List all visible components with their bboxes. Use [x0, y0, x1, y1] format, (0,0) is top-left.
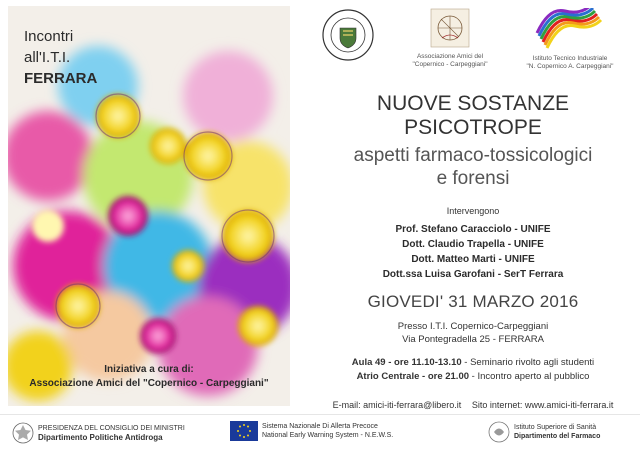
footer-news [230, 421, 393, 441]
schedule-item [318, 356, 628, 370]
event-subtitle-line2: e forensi [436, 168, 510, 189]
iti-caption-1: Istituto Tecnico Industriale [532, 55, 608, 62]
event-subtitle [318, 144, 628, 190]
speaker-item: Prof. Stefano Caracciolo - UNIFE [395, 224, 551, 235]
schedule-desc: - Seminario rivolto agli studenti [461, 357, 595, 368]
event-title-line1: NUOVE SOSTANZE [376, 92, 570, 115]
event-title [318, 92, 628, 140]
art-title [24, 26, 97, 89]
footer-dpa-line1: PRESIDENZA DEL CONSIGLIO DEI MINISTRI [38, 425, 185, 432]
unife-logo [318, 8, 378, 65]
contact-website[interactable]: Sito internet: www.amici-iti-ferrara.it [471, 400, 614, 410]
art-title-line1: Incontri [24, 28, 74, 45]
footer-sponsors [0, 414, 640, 453]
footer-iss-line1: Istituto Superiore di Sanità [514, 424, 597, 431]
venue-line2: Via Pontegradella 25 - FERRARA [402, 334, 544, 345]
schedule-desc: - Incontro aperto al pubblico [469, 371, 590, 382]
assoc-caption-2: "Copernico - Carpeggiani" [412, 61, 488, 68]
event-title-line2: PSICOTROPE [404, 116, 542, 139]
eu-flag-icon [230, 421, 258, 441]
association-logo [410, 8, 490, 69]
assoc-caption-1: Associazione Amici del [416, 53, 484, 60]
schedule-place: Aula 49 - ore 11.10-13.10 [351, 357, 462, 368]
event-venue [318, 320, 628, 346]
footer-iss [488, 421, 600, 443]
iti-caption-2: "N. Copernico A. Carpeggiani" [526, 63, 614, 70]
speakers-heading: Intervengono [446, 206, 500, 216]
footer-news-line1: Sistema Nazionale Di Allerta Precoce [262, 423, 378, 430]
footer-dpa-line2: Dipartimento Politiche Antidroga [38, 433, 163, 442]
astrolabe-drawing-icon [430, 8, 470, 48]
venue-line1: Presso I.T.I. Copernico-Carpeggiani [397, 321, 549, 332]
event-schedule [318, 356, 628, 384]
university-seal-icon [321, 8, 375, 62]
event-subtitle-line1: aspetti farmaco-tossicologici [353, 145, 593, 166]
footer-news-line2: National Early Warning System - N.E.W.S. [262, 432, 394, 439]
event-date: GIOVEDI' 31 MARZO 2016 [367, 292, 579, 311]
speaker-item: Dott. Matteo Marti - UNIFE [411, 254, 535, 265]
speaker-item: Dott. Claudio Trapella - UNIFE [402, 239, 544, 250]
art-caption-line2: Associazione Amici del "Copernico - Carpeggiani" [29, 378, 269, 389]
footer-dpa [12, 421, 185, 445]
iti-logo [520, 8, 620, 71]
speakers-list [318, 222, 628, 282]
iss-logo-icon [488, 421, 510, 443]
contact-email[interactable]: E-mail: amici-iti-ferrara@libero.it [332, 400, 462, 410]
art-caption [8, 363, 290, 391]
italian-emblem-icon [12, 421, 34, 445]
art-title-line3: FERRARA [24, 70, 98, 87]
art-caption-line1: Iniziativa a cura di: [104, 364, 194, 375]
schedule-item [318, 370, 628, 384]
schedule-place: Atrio Centrale - ore 21.00 [356, 371, 470, 382]
rainbow-waves-icon [535, 8, 605, 50]
poster-artwork [8, 6, 290, 406]
footer-iss-line2: Dipartimento del Farmaco [514, 433, 601, 440]
art-title-line2: all'I.T.I. [24, 49, 71, 66]
speaker-item: Dott.ssa Luisa Garofani - SerT Ferrara [382, 269, 564, 280]
contacts [318, 400, 628, 410]
